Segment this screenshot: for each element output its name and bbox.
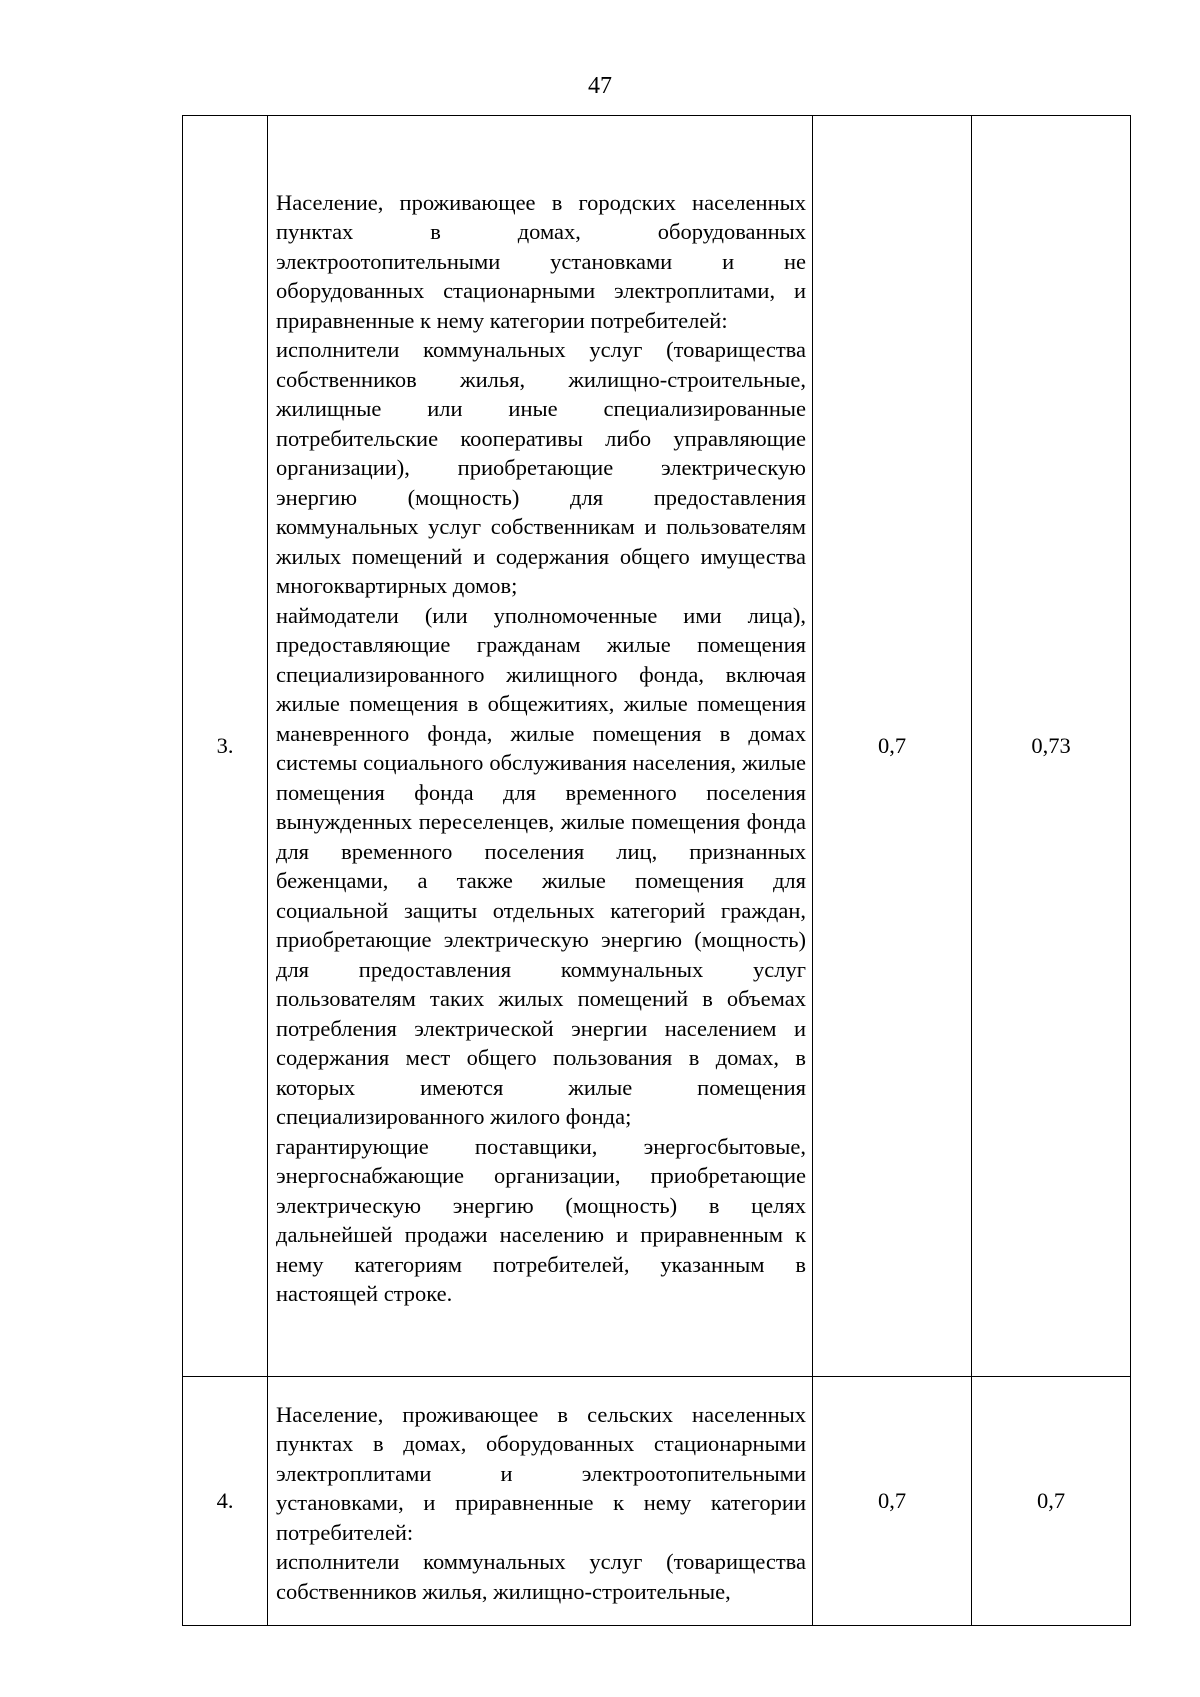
- row-description: [268, 1377, 813, 1626]
- row-description: [268, 116, 813, 1377]
- description-paragraph: исполнители коммунальных услуг (товарищества собственников жилья, жилищно-строительные, жилищные или иные специализированные потребительские кооперативы либо управляющие организации), приобретающие электрическую энергию (мощность) для предоставления коммунальных услуг собственникам и пользователям жилых помещений и содержания общего имущества многоквартирных домов;: [276, 337, 806, 598]
- description-paragraph: наймодатели (или уполномоченные ими лица), предоставляющие гражданам жилые помещения специализированного жилищного фонда, включая жилые помещения в общежитиях, жилые помещения маневренного фонда, жилые помещения в домах системы социального обслуживания населения, жилые помещения фонда для временного поселения вынужденных переселенцев, жилые помещения фонда для временного поселения лиц, признанных беженцами, а также жилые помещения для социальной защиты отдельных категорий граждан, приобретающие электрическую энергию (мощность) для предоставления коммунальных услуг пользователям таких жилых помещений в объемах потребления электрической энергии населением и содержания мест общего пользования в домах, в которых имеются жилые помещения специализированного жилого фонда;: [276, 602, 806, 1129]
- row-number: 4.: [183, 1377, 268, 1626]
- description-paragraph: гарантирующие поставщики, энергосбытовые, энергоснабжающие организации, приобретающие электрическую энергию (мощность) в целях дальнейшей продажи населению и приравненным к нему категориям потребителей, указанным в настоящей строке.: [276, 1133, 806, 1306]
- description-paragraph: Население, проживающее в сельских населенных пунктах в домах, оборудованных стационарными электроплитами и электроотопительными установками, и приравненные к нему категории потребителей:: [276, 1401, 806, 1545]
- row-number: 3.: [183, 116, 268, 1377]
- row-value-1: 0,7: [813, 116, 972, 1377]
- row-value-1: 0,7: [813, 1377, 972, 1626]
- description-paragraph: Население, проживающее в городских населенных пунктах в домах, оборудованных электроотопительными установками и не оборудованных стационарными электроплитами, и приравненные к нему категории потребителей:: [276, 189, 806, 333]
- row-value-2: 0,7: [972, 1377, 1131, 1626]
- tariff-table: [182, 115, 1131, 1626]
- page-number: 47: [588, 73, 612, 99]
- description-paragraph: исполнители коммунальных услуг (товарищества собственников жилья, жилищно-строительные,: [276, 1549, 806, 1604]
- row-value-2: 0,73: [972, 116, 1131, 1377]
- table-row: [183, 1377, 1131, 1626]
- table-row: [183, 116, 1131, 1377]
